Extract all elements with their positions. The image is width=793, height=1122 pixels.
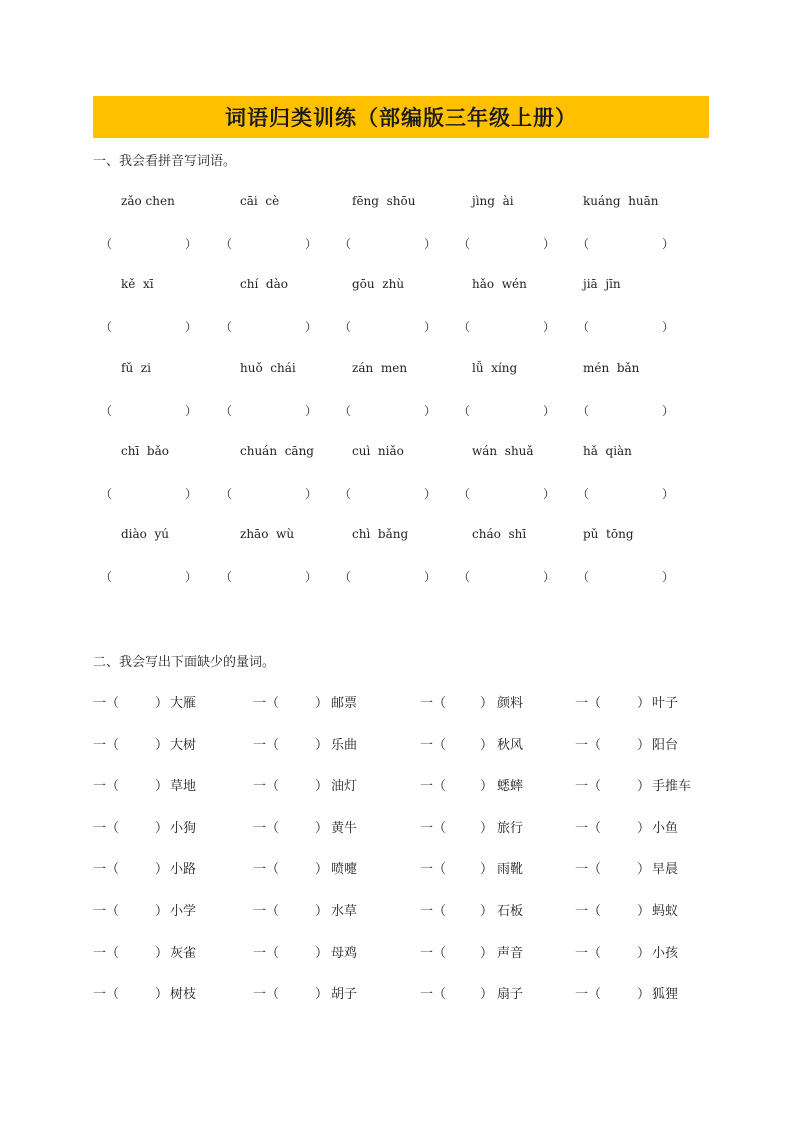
noun-word: 乐曲 <box>331 738 358 753</box>
answer-paren-open[interactable]: （ <box>100 487 113 501</box>
pinyin-word: kuáng huān <box>583 194 659 208</box>
blank-close: ） <box>480 779 494 794</box>
blank-close: ） <box>315 904 329 919</box>
answer-paren-close: ） <box>305 320 318 334</box>
section1-heading: 一、我会看拼音写词语。 <box>93 154 237 169</box>
blank-close: ） <box>155 987 169 1002</box>
blank-close: ） <box>155 862 169 877</box>
blank-prefix[interactable]: 一（ <box>93 738 120 753</box>
pinyin-word: chí dào <box>240 277 288 291</box>
blank-prefix[interactable]: 一（ <box>253 904 280 919</box>
pinyin-word: pǔ tōng <box>583 527 634 541</box>
blank-prefix[interactable]: 一（ <box>253 987 280 1002</box>
answer-paren-close: ） <box>305 237 318 251</box>
answer-paren-close: ） <box>305 570 318 584</box>
noun-word: 灰雀 <box>170 946 197 961</box>
answer-paren-open[interactable]: （ <box>577 237 590 251</box>
blank-close: ） <box>637 862 651 877</box>
noun-word: 邮票 <box>331 696 358 711</box>
pinyin-word: chuán cāng <box>240 444 314 458</box>
answer-paren-open[interactable]: （ <box>577 404 590 418</box>
blank-prefix[interactable]: 一（ <box>420 738 447 753</box>
blank-prefix[interactable]: 一（ <box>575 862 602 877</box>
noun-word: 蟋蟀 <box>497 779 524 794</box>
noun-word: 草地 <box>170 779 197 794</box>
pinyin-word: jiā jīn <box>583 277 621 291</box>
answer-paren-close: ） <box>662 320 675 334</box>
blank-close: ） <box>315 738 329 753</box>
answer-paren-close: ） <box>185 237 198 251</box>
blank-prefix[interactable]: 一（ <box>575 696 602 711</box>
blank-prefix[interactable]: 一（ <box>253 696 280 711</box>
pinyin-word: zán men <box>352 361 408 375</box>
blank-close: ） <box>155 821 169 836</box>
blank-close: ） <box>155 946 169 961</box>
blank-close: ） <box>315 862 329 877</box>
answer-paren-close: ） <box>662 487 675 501</box>
blank-close: ） <box>637 738 651 753</box>
noun-word: 小鱼 <box>652 821 679 836</box>
noun-word: 蚂蚁 <box>652 904 679 919</box>
blank-close: ） <box>315 987 329 1002</box>
answer-paren-close: ） <box>543 237 556 251</box>
blank-prefix[interactable]: 一（ <box>253 779 280 794</box>
noun-word: 早晨 <box>652 862 679 877</box>
noun-word: 喷嚏 <box>331 862 358 877</box>
blank-close: ） <box>637 904 651 919</box>
noun-word: 黄牛 <box>331 821 358 836</box>
blank-prefix[interactable]: 一（ <box>93 821 120 836</box>
noun-word: 水草 <box>331 904 358 919</box>
blank-prefix[interactable]: 一（ <box>420 862 447 877</box>
pinyin-word: cāi cè <box>240 194 280 208</box>
blank-close: ） <box>155 779 169 794</box>
pinyin-word: zǎo chen <box>121 194 175 208</box>
answer-paren-open[interactable]: （ <box>339 404 352 418</box>
pinyin-word: jìng ài <box>472 194 514 208</box>
blank-close: ） <box>637 696 651 711</box>
blank-close: ） <box>315 946 329 961</box>
blank-prefix[interactable]: 一（ <box>575 987 602 1002</box>
blank-prefix[interactable]: 一（ <box>253 862 280 877</box>
blank-prefix[interactable]: 一（ <box>93 904 120 919</box>
blank-close: ） <box>155 904 169 919</box>
answer-paren-open[interactable]: （ <box>458 570 471 584</box>
answer-paren-close: ） <box>424 487 437 501</box>
answer-paren-open[interactable]: （ <box>100 570 113 584</box>
answer-paren-open[interactable]: （ <box>220 487 233 501</box>
answer-paren-open[interactable]: （ <box>339 570 352 584</box>
noun-word: 手推车 <box>652 779 692 794</box>
pinyin-word: zhāo wù <box>240 527 295 541</box>
answer-paren-open[interactable]: （ <box>339 487 352 501</box>
blank-prefix[interactable]: 一（ <box>420 904 447 919</box>
blank-close: ） <box>480 904 494 919</box>
answer-paren-close: ） <box>543 320 556 334</box>
title-banner <box>93 96 709 138</box>
answer-paren-open[interactable]: （ <box>220 404 233 418</box>
blank-prefix[interactable]: 一（ <box>575 779 602 794</box>
noun-word: 狐狸 <box>652 987 679 1002</box>
blank-prefix[interactable]: 一（ <box>575 946 602 961</box>
noun-word: 小孩 <box>652 946 679 961</box>
noun-word: 小路 <box>170 862 197 877</box>
blank-close: ） <box>155 696 169 711</box>
pinyin-word: hǎo wén <box>472 277 527 291</box>
blank-close: ） <box>155 738 169 753</box>
noun-word: 石板 <box>497 904 524 919</box>
page-title: 词语归类训练（部编版三年级上册） <box>225 105 577 130</box>
answer-paren-close: ） <box>424 404 437 418</box>
answer-paren-close: ） <box>424 570 437 584</box>
answer-paren-close: ） <box>185 404 198 418</box>
blank-close: ） <box>480 696 494 711</box>
answer-paren-close: ） <box>305 404 318 418</box>
answer-paren-open[interactable]: （ <box>220 320 233 334</box>
answer-paren-close: ） <box>543 487 556 501</box>
blank-prefix[interactable]: 一（ <box>575 821 602 836</box>
blank-close: ） <box>480 821 494 836</box>
blank-prefix[interactable]: 一（ <box>420 696 447 711</box>
blank-prefix[interactable]: 一（ <box>420 779 447 794</box>
pinyin-word: gōu zhù <box>352 277 405 291</box>
answer-paren-close: ） <box>305 487 318 501</box>
noun-word: 秋风 <box>497 738 524 753</box>
answer-paren-close: ） <box>185 570 198 584</box>
answer-paren-open[interactable]: （ <box>458 320 471 334</box>
blank-close: ） <box>637 779 651 794</box>
blank-prefix[interactable]: 一（ <box>93 946 120 961</box>
answer-paren-close: ） <box>543 404 556 418</box>
pinyin-word: chī bǎo <box>121 444 169 458</box>
answer-paren-open[interactable]: （ <box>100 404 113 418</box>
answer-paren-close: ） <box>185 320 198 334</box>
blank-prefix[interactable]: 一（ <box>93 696 120 711</box>
answer-paren-open[interactable]: （ <box>100 237 113 251</box>
noun-word: 颜料 <box>497 696 524 711</box>
answer-paren-open[interactable]: （ <box>220 570 233 584</box>
noun-word: 叶子 <box>652 696 679 711</box>
answer-paren-open[interactable]: （ <box>220 237 233 251</box>
blank-prefix[interactable]: 一（ <box>93 779 120 794</box>
noun-word: 大树 <box>170 738 197 753</box>
answer-paren-open[interactable]: （ <box>577 487 590 501</box>
blank-prefix[interactable]: 一（ <box>253 738 280 753</box>
blank-close: ） <box>480 738 494 753</box>
answer-paren-close: ） <box>185 487 198 501</box>
answer-paren-open[interactable]: （ <box>458 487 471 501</box>
blank-prefix[interactable]: 一（ <box>253 946 280 961</box>
blank-close: ） <box>480 946 494 961</box>
noun-word: 小学 <box>170 904 197 919</box>
pinyin-word: diào yú <box>121 527 170 541</box>
pinyin-word: hǎ qiàn <box>583 444 632 458</box>
noun-word: 旅行 <box>497 821 524 836</box>
blank-prefix[interactable]: 一（ <box>420 987 447 1002</box>
blank-close: ） <box>637 946 651 961</box>
answer-paren-close: ） <box>543 570 556 584</box>
answer-paren-open[interactable]: （ <box>339 320 352 334</box>
blank-prefix[interactable]: 一（ <box>93 862 120 877</box>
blank-close: ） <box>637 821 651 836</box>
pinyin-word: huǒ chái <box>240 361 296 375</box>
pinyin-word: cuì niǎo <box>352 444 404 458</box>
pinyin-word: fēng shōu <box>352 194 416 208</box>
noun-word: 小狗 <box>170 821 197 836</box>
noun-word: 阳台 <box>652 738 679 753</box>
answer-paren-close: ） <box>662 570 675 584</box>
blank-close: ） <box>637 987 651 1002</box>
answer-paren-open[interactable]: （ <box>458 404 471 418</box>
pinyin-word: cháo shī <box>472 527 527 541</box>
pinyin-word: wán shuǎ <box>472 444 534 458</box>
noun-word: 胡子 <box>331 987 358 1002</box>
noun-word: 大雁 <box>170 696 197 711</box>
answer-paren-open[interactable]: （ <box>577 570 590 584</box>
pinyin-word: kě xī <box>121 277 154 291</box>
blank-close: ） <box>480 862 494 877</box>
noun-word: 扇子 <box>497 987 524 1002</box>
blank-prefix[interactable]: 一（ <box>93 987 120 1002</box>
pinyin-word: chì bǎng <box>352 527 409 541</box>
pinyin-word: fǔ zi <box>121 361 151 375</box>
answer-paren-open[interactable]: （ <box>100 320 113 334</box>
answer-paren-close: ） <box>662 237 675 251</box>
answer-paren-close: ） <box>424 320 437 334</box>
blank-prefix[interactable]: 一（ <box>575 904 602 919</box>
noun-word: 母鸡 <box>331 946 358 961</box>
blank-close: ） <box>480 987 494 1002</box>
pinyin-word: mén bǎn <box>583 361 640 375</box>
section2-heading: 二、我会写出下面缺少的量词。 <box>93 655 276 670</box>
blank-prefix[interactable]: 一（ <box>253 821 280 836</box>
noun-word: 油灯 <box>331 779 358 794</box>
blank-close: ） <box>315 779 329 794</box>
answer-paren-open[interactable]: （ <box>339 237 352 251</box>
answer-paren-close: ） <box>424 237 437 251</box>
blank-prefix[interactable]: 一（ <box>575 738 602 753</box>
noun-word: 树枝 <box>170 987 197 1002</box>
noun-word: 声音 <box>497 946 524 961</box>
blank-close: ） <box>315 821 329 836</box>
noun-word: 雨靴 <box>497 862 524 877</box>
pinyin-word: lǚ xíng <box>472 361 518 375</box>
answer-paren-open[interactable]: （ <box>458 237 471 251</box>
blank-prefix[interactable]: 一（ <box>420 821 447 836</box>
answer-paren-close: ） <box>662 404 675 418</box>
blank-prefix[interactable]: 一（ <box>420 946 447 961</box>
blank-close: ） <box>315 696 329 711</box>
answer-paren-open[interactable]: （ <box>577 320 590 334</box>
